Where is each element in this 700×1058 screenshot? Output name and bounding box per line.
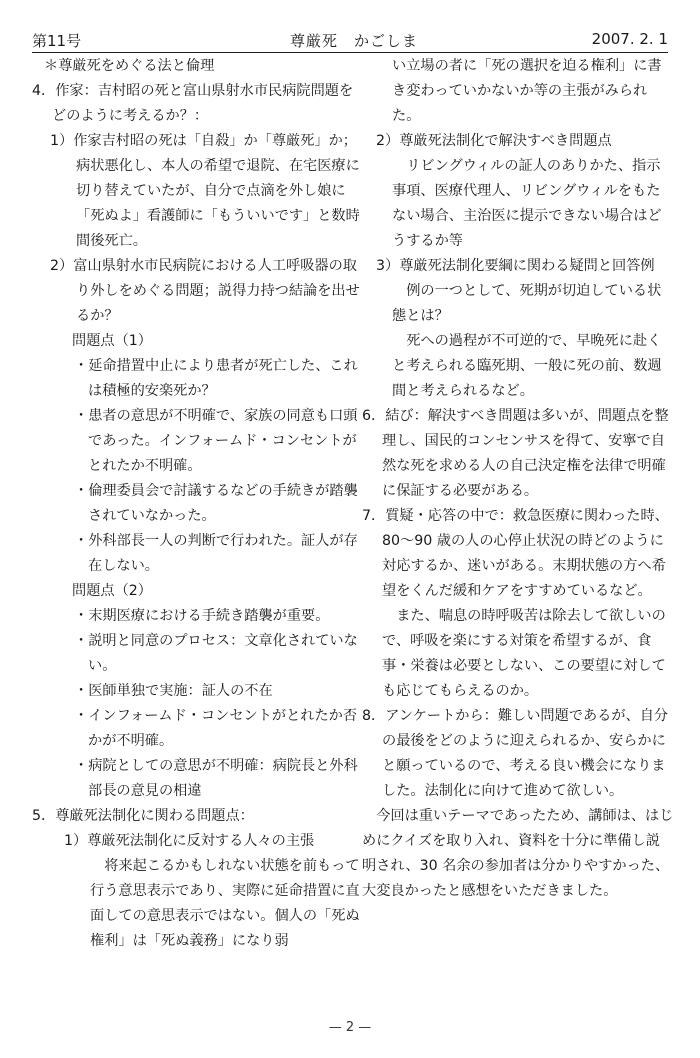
issue-date: 2007. 2. 1 — [591, 30, 668, 48]
paragraph: い立場の者に「死の選択を迫る権利」に書き変わっていかないか等の主張がみられた。 — [392, 58, 662, 124]
newsletter-title: 尊厳死 かごしま — [290, 32, 419, 50]
paragraph: ＊尊厳死をめぐる法と倫理 — [44, 58, 215, 74]
paragraph: ・外科部長一人の判断で行われた。証人が存在しない。 — [74, 533, 358, 574]
paragraph: ・末期医療における手続き踏襲が重要。 — [74, 608, 330, 624]
paragraph: 4．作家：吉村昭の死と富山県射水市民病院問題をどのように考えるか？： — [32, 83, 354, 124]
paragraph: 2）尊厳死法制化で解決すべき問題点 — [376, 133, 612, 149]
paragraph: 6．結び：解決すべき問題は多いが、問題点を整理し、国民的コンセンサスを得て、安寧で自然な死を求める人の自己決定権を法律で明確に保証する必要がある。 — [362, 408, 669, 499]
page-number: — 2 — — [328, 1020, 372, 1035]
right-column — [362, 54, 674, 904]
paragraph: ・説明と同意のプロセス：文章化されていない。 — [74, 633, 358, 674]
paragraph: 問題点（2） — [72, 583, 152, 599]
paragraph: ・患者の意思が不明確で、家族の同意も口頭であった。インフォームド・コンセントがとれたか不明確。 — [74, 408, 358, 474]
paragraph: ・インフォームド・コンセントがとれたか否かが不明確。 — [74, 708, 358, 749]
issue-number: 第11号 — [32, 32, 82, 50]
paragraph: 2）富山県射水市民病院における人工呼吸器の取り外しをめぐる問題；説得力持つ結論を出せるか？ — [50, 258, 360, 324]
paragraph: 今回は重いテーマであったため、講師は、はじめにクイズを取り入れ、資料を十分に準備し説明され、30 名余の参加者は分かりやすかった、大変良かったと感想をいただきました。 — [362, 808, 674, 899]
paragraph: 5．尊厳死法制化に関わる問題点： — [32, 808, 254, 824]
paragraph: 問題点（1） — [72, 333, 152, 349]
left-column — [30, 54, 365, 954]
paragraph: 3）尊厳死法制化要綱に関わる疑問と回答例 — [376, 258, 655, 274]
paragraph: 8．アンケートから：難しい問題であるが、自分の最後をどのように迎えられるか、安らかにと願っているので、考える良い機会になりました。法制化に向けて進めて欲しい。 — [362, 708, 669, 799]
paragraph: リビングウィルの証人のありかた、指示事項、医療代理人、リビングウィルをもたない場合、主治医に提示できない場合はどうするか等 — [392, 158, 662, 249]
paragraph: 7．質疑・応答の中で：救急医療に関わった時、80～90 歳の人の心停止状況の時どのように対応するか、迷いがある。末期状態の方へ希望をくんだ緩和ケアをすすめているなど。 — [362, 508, 669, 599]
paragraph: ・延命措置中止により患者が死亡した、これは積極的安楽死か？ — [74, 358, 358, 399]
paragraph: 将来起こるかもしれない状態を前もって行う意思表示であり、実際に延命措置に直面しての意思表示ではない。個人の「死ぬ権利」は「死ぬ義務」になり弱 — [90, 858, 360, 949]
paragraph: 1）尊厳死法制化に反対する人々の主張 — [64, 833, 315, 849]
page-header — [32, 30, 668, 53]
paragraph: ・病院としての意思が不明確：病院長と外科部長の意見の相違 — [74, 758, 358, 799]
paragraph: 例の一つとして、死期が切迫している状態とは？ — [392, 283, 662, 324]
paragraph: ・医師単独で実施：証人の不在 — [74, 683, 273, 699]
paragraph: ・倫理委員会で討議するなどの手続きが踏襲されていなかった。 — [74, 483, 358, 524]
paragraph: 死への過程が不可逆的で、早晩死に赴くと考えられる臨死期、一般に死の前、数週間と考えられるなど。 — [392, 333, 662, 399]
paragraph: また、喘息の時呼吸苦は除去して欲しいので、呼吸を楽にする対策を希望するが、食事・栄養は必要としない、この要望に対しても応じてもらえるのか。 — [382, 608, 666, 699]
paragraph: 1）作家吉村昭の死は「自殺」か「尊厳死」か；病状悪化し、本人の希望で退院、在宅医療に切り替えていたが、自分で点滴を外し娘に「死ぬよ」看護師に「もういいです」と数時間後死亡。 — [50, 133, 360, 249]
